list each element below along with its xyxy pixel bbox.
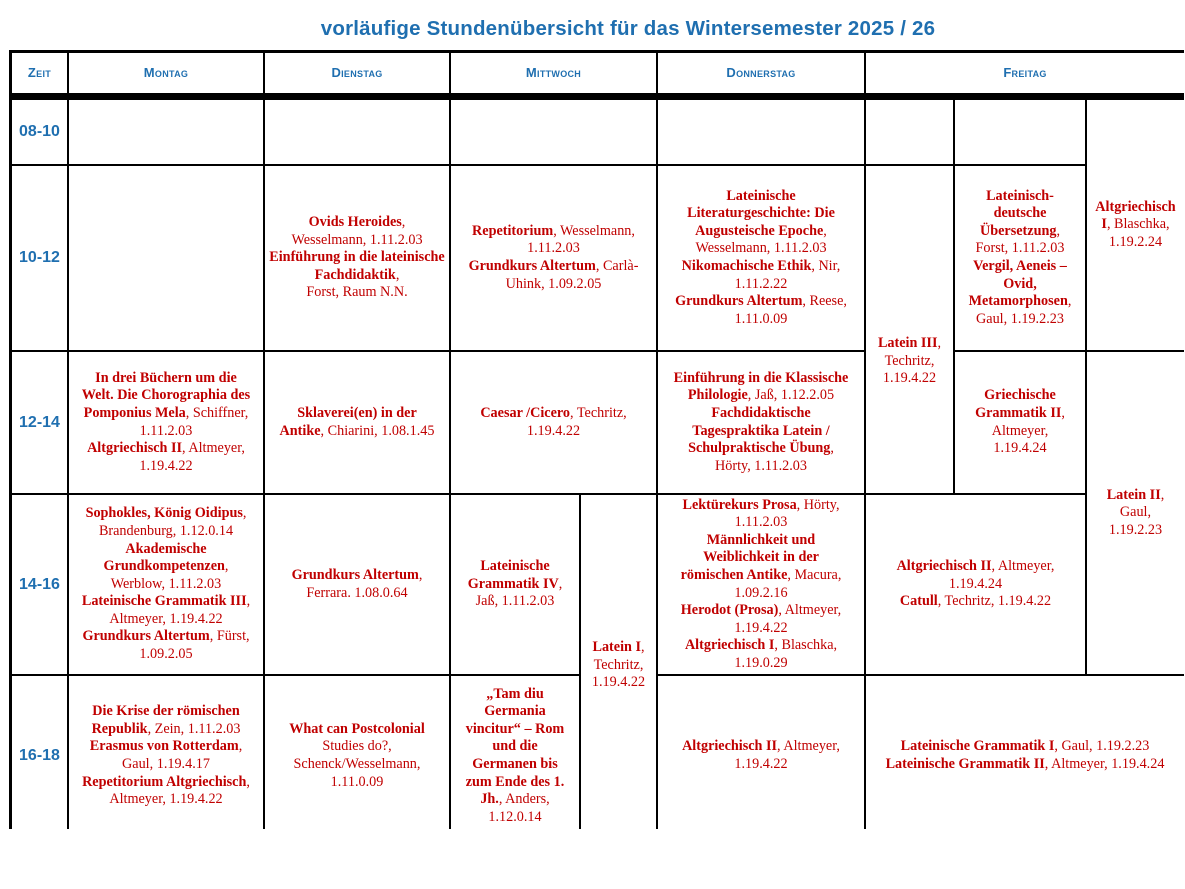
course-line: [661, 223, 861, 241]
course-title: In drei Büchern um die: [95, 369, 237, 386]
empty-cell: [69, 166, 263, 350]
course-line: [958, 311, 1082, 329]
course-details: , Jaß, 1.12.2.05: [747, 387, 835, 404]
course-details: Gaul,: [1119, 504, 1152, 521]
course-details: , Wesselmann,: [553, 222, 635, 239]
course-details: Brandenburg, 1.12.0.14: [98, 522, 234, 539]
course-line: [869, 576, 1082, 594]
course-line: [661, 567, 861, 585]
course-line: [661, 188, 861, 206]
course-title: Übersetzung: [980, 222, 1057, 239]
course-title: „Tam diu: [486, 685, 544, 702]
course-details: 1.19.4.24: [948, 575, 1003, 592]
course-details: , Blaschka,: [1106, 216, 1170, 233]
course-title: Grammatik IV: [467, 575, 559, 592]
course-line: [958, 188, 1082, 206]
course-line: [661, 311, 861, 329]
course-line: [661, 387, 861, 405]
course-line: [661, 549, 861, 567]
empty-cell: [265, 100, 449, 164]
course-cell-di-1012: [265, 166, 449, 350]
course-line: [454, 593, 576, 611]
course-details: 1.11.0.09: [330, 773, 384, 790]
course-title: Weiblichkeit in der: [703, 549, 819, 566]
course-cell-do-1214: [658, 352, 864, 493]
course-line: [661, 205, 861, 223]
course-details: 1.19.4.22: [734, 619, 788, 636]
course-details: , Techritz,: [570, 404, 627, 421]
course-title: Nikomachische Ethik: [681, 258, 812, 274]
course-details: Studies do?,: [322, 738, 392, 755]
course-title: Altgriechisch I: [684, 637, 775, 654]
course-title: Einführung in die Klassische: [673, 369, 849, 386]
course-line: [958, 223, 1082, 241]
course-details: Altmeyer, 1.19.4.22: [109, 791, 223, 808]
header-freitag: Freitag: [866, 53, 1184, 93]
course-title: Vergil, Aeneis –: [973, 258, 1067, 274]
course-line: [268, 756, 446, 774]
course-line: [454, 686, 576, 704]
course-line: [72, 576, 260, 594]
course-details: , Zein, 1.11.2.03: [147, 720, 241, 737]
course-details: 1.19.2.24: [1108, 233, 1163, 250]
course-details: 1.19.4.24: [993, 440, 1047, 457]
course-title: Ovids Heroides: [308, 214, 402, 231]
course-line: [454, 223, 653, 241]
course-details: Ferrara. 1.08.0.64: [306, 584, 408, 601]
course-title: römischen Antike: [680, 566, 788, 583]
course-details: 1.11.2.22: [734, 275, 788, 292]
course-details: 1.19.4.22: [139, 457, 193, 474]
course-details: Wesselmann, 1.11.2.03: [695, 240, 827, 257]
course-line: [72, 611, 260, 629]
course-cell-fr-1214: [955, 352, 1085, 493]
course-title: Tagespraktika Latein /: [692, 422, 830, 439]
course-line: [869, 370, 950, 388]
course-details: 1.19.0.29: [734, 654, 788, 671]
course-line: [268, 214, 446, 232]
course-details: ,: [395, 266, 400, 283]
course-details: Uhink, 1.09.2.05: [505, 275, 602, 292]
course-cell-mi-latein1: [581, 495, 656, 836]
course-details: Techritz,: [593, 656, 644, 673]
course-line: [268, 738, 446, 756]
course-title: Fachdidaktische: [711, 404, 811, 421]
course-title: Ovid,: [1003, 275, 1037, 292]
course-details: ,: [558, 575, 563, 592]
course-details: 1.09.2.05: [139, 646, 193, 663]
course-details: , Blaschka,: [774, 637, 838, 654]
course-line: [661, 585, 861, 603]
course-line: [958, 293, 1082, 311]
course-line: [454, 809, 576, 827]
course-line: [72, 423, 260, 441]
course-line: [72, 593, 260, 611]
course-title: Die Krise der römischen: [92, 703, 240, 720]
header-montag: Montag: [69, 53, 263, 93]
course-line: [958, 240, 1082, 258]
course-line: [1090, 216, 1181, 234]
course-details: , Carlà-: [595, 258, 639, 274]
course-line: [661, 293, 861, 311]
course-details: Altmeyer,: [991, 422, 1049, 439]
course-cell-mo-1214: [69, 352, 263, 493]
course-details: , Altmeyer,: [778, 602, 842, 619]
course-details: ,: [242, 505, 247, 522]
course-line: [661, 405, 861, 423]
course-title: Antike: [279, 422, 321, 439]
empty-cell: [69, 100, 263, 164]
time-slot: 08-10: [12, 100, 67, 164]
course-details: 1.09.2.16: [734, 584, 788, 601]
course-line: [454, 405, 653, 423]
course-title: Erasmus von Rotterdam: [89, 738, 239, 755]
course-title: Germanen bis: [472, 756, 558, 772]
course-title: Republik: [91, 720, 148, 737]
course-details: ,: [1160, 486, 1165, 503]
course-cell-fr-altgriechisch1: [1087, 100, 1184, 350]
course-title: Latein I: [592, 639, 641, 656]
course-details: , Gaul, 1.19.2.23: [1054, 738, 1150, 755]
course-line: [268, 567, 446, 585]
course-line: [268, 423, 446, 441]
course-details: ,: [823, 222, 827, 239]
course-line: [454, 258, 653, 276]
course-title: Germania: [484, 703, 546, 720]
empty-cell: [866, 100, 953, 164]
header-dienstag: Dienstag: [265, 53, 449, 93]
course-details: ,: [937, 335, 942, 352]
course-cell-mi-1416: [451, 495, 579, 674]
course-title: vincitur“ – Rom: [465, 720, 565, 737]
course-line: [958, 276, 1082, 294]
course-line: [72, 774, 260, 792]
course-title: Lateinische: [726, 187, 796, 204]
course-line: [661, 655, 861, 673]
course-details: , Altmeyer, 1.19.4.24: [1044, 756, 1165, 772]
empty-cell: [658, 100, 864, 164]
course-line: [72, 370, 260, 388]
course-cell-do-1618: [658, 676, 864, 836]
course-details: , Fürst,: [209, 628, 250, 645]
course-line: [1090, 522, 1181, 540]
course-title: Repetitorium: [472, 222, 554, 239]
course-line: [661, 738, 861, 756]
course-cell-di-1618: [265, 676, 449, 836]
course-details: 1.11.2.03: [527, 240, 580, 257]
course-line: [958, 423, 1082, 441]
course-line: [72, 756, 260, 774]
course-title: Lateinische Grammatik III: [81, 593, 247, 610]
course-details: , Chiarini, 1.08.1.45: [320, 422, 435, 439]
course-details: ,: [246, 593, 251, 610]
course-title: Augusteische Epoche: [695, 222, 824, 239]
course-details: , Schiffner,: [185, 404, 249, 421]
course-line: [72, 440, 260, 458]
course-details: 1.11.2.03: [734, 514, 788, 531]
course-cell-fr-1416: [866, 495, 1085, 674]
course-line: [661, 440, 861, 458]
empty-cell: [955, 100, 1085, 164]
course-details: 1.19.4.22: [591, 674, 646, 691]
course-details: ,: [238, 738, 243, 755]
course-title: und die: [492, 738, 538, 755]
course-line: [661, 637, 861, 655]
course-line: [72, 505, 260, 523]
course-title: Grundkurs Altertum: [675, 293, 803, 310]
course-details: 1.19.4.22: [526, 422, 581, 439]
course-details: Hörty, 1.11.2.03: [715, 457, 807, 474]
course-line: [661, 756, 861, 774]
course-line: [661, 458, 861, 476]
course-line: [454, 703, 576, 721]
course-details: , Reese,: [802, 293, 847, 310]
course-cell-do-1012: [658, 166, 864, 350]
course-line: [958, 405, 1082, 423]
course-title: Latein III: [877, 335, 938, 352]
course-line: [72, 791, 260, 809]
course-line: [268, 585, 446, 603]
course-line: [268, 405, 446, 423]
course-title: Metamorphosen: [968, 293, 1068, 310]
course-line: [72, 458, 260, 476]
course-details: 1.11.0.09: [734, 310, 788, 327]
course-title: Schulpraktische Übung: [688, 440, 831, 457]
course-line: [72, 738, 260, 756]
header-zeit: Zeit: [12, 53, 67, 93]
schedule-table: [9, 50, 1184, 829]
course-title: Griechische: [984, 387, 1056, 404]
course-title: Pomponius Mela: [83, 404, 186, 421]
course-line: [869, 756, 1181, 774]
course-line: [869, 558, 1082, 576]
course-title: Lateinisch-: [986, 187, 1054, 204]
course-line: [958, 387, 1082, 405]
course-title: Lateinische Grammatik II: [885, 756, 1045, 772]
course-line: [268, 721, 446, 739]
course-cell-mo-1618: [69, 676, 263, 836]
course-line: [958, 205, 1082, 223]
course-cell-fr-1618: [866, 676, 1184, 836]
course-line: [1090, 504, 1181, 522]
course-title: Altgriechisch: [1095, 198, 1176, 215]
course-title: Caesar /Cicero: [480, 404, 571, 421]
course-details: 1.19.2.23: [1108, 521, 1163, 538]
course-title: Grundkurs Altertum: [468, 258, 596, 274]
course-line: [661, 276, 861, 294]
course-line: [454, 756, 576, 774]
course-title: zum Ende des 1.: [465, 773, 565, 790]
course-line: [454, 276, 653, 294]
course-line: [869, 593, 1082, 611]
course-line: [661, 258, 861, 276]
course-line: [584, 657, 653, 675]
course-line: [869, 738, 1181, 756]
course-details: ,: [1067, 293, 1072, 310]
course-cell-fr-latein2: [1087, 352, 1184, 674]
course-details: 1.11.2.03: [139, 422, 193, 439]
course-line: [72, 703, 260, 721]
course-details: 1.19.4.22: [882, 370, 937, 387]
course-title: Catull: [899, 593, 938, 610]
course-title: Altgriechisch II: [87, 440, 183, 457]
course-title: Altgriechisch II: [682, 738, 778, 755]
course-details: ,: [640, 639, 645, 656]
course-title: Sklaverei(en) in der: [297, 404, 417, 421]
course-details: Wesselmann, 1.11.2.03: [291, 231, 423, 248]
course-line: [661, 423, 861, 441]
course-line: [869, 353, 950, 371]
course-details: 1.12.0.14: [488, 808, 542, 825]
course-title: Einführung in die lateinische Fachdidaktik: [269, 249, 445, 283]
course-details: ,: [418, 566, 423, 583]
course-line: [454, 791, 576, 809]
course-line: [584, 639, 653, 657]
course-line: [454, 774, 576, 792]
course-line: [454, 240, 653, 258]
time-slot: 16-18: [12, 676, 67, 836]
course-line: [661, 532, 861, 550]
course-title: Grundkompetenzen: [103, 558, 225, 575]
course-title: Lateinische: [480, 558, 550, 575]
course-details: ,: [246, 773, 250, 790]
course-line: [661, 514, 861, 532]
course-cell-fr-latein3: [866, 166, 953, 493]
course-line: [1090, 199, 1181, 217]
course-line: [72, 541, 260, 559]
course-line: [661, 602, 861, 620]
course-details: , Techritz, 1.19.4.22: [937, 593, 1052, 610]
course-details: , Altmeyer,: [182, 440, 245, 457]
course-line: [72, 405, 260, 423]
course-line: [72, 387, 260, 405]
course-title: What can Postcolonial: [289, 720, 425, 737]
course-title: Repetitorium Altgriechisch: [82, 773, 247, 790]
course-details: 1.19.4.22: [734, 756, 788, 772]
header-donnerstag: Donnerstag: [658, 53, 864, 93]
course-line: [958, 440, 1082, 458]
course-details: Jaß, 1.11.2.03: [475, 593, 555, 610]
course-line: [454, 721, 576, 739]
course-line: [661, 497, 861, 515]
course-cell-mi-1618: [451, 676, 579, 836]
time-slot: 10-12: [12, 166, 67, 350]
empty-cell: [451, 100, 656, 164]
course-title: Männlichkeit und: [706, 531, 816, 548]
course-cell-di-1416: [265, 495, 449, 674]
time-slot: 12-14: [12, 352, 67, 493]
course-line: [454, 576, 576, 594]
course-title: Grundkurs Altertum: [82, 628, 210, 645]
course-title: I: [1101, 216, 1107, 233]
course-line: [72, 721, 260, 739]
course-cell-mo-1416: [69, 495, 263, 674]
course-details: Werblow, 1.11.2.03: [110, 575, 222, 592]
course-details: , Nir,: [811, 258, 841, 274]
course-details: Forst, 1.11.2.03: [975, 240, 1065, 257]
course-title: Herodot (Prosa): [680, 602, 779, 619]
course-title: Akademische: [125, 540, 207, 557]
course-line: [1090, 487, 1181, 505]
course-title: Grammatik II: [975, 404, 1062, 421]
course-line: [454, 738, 576, 756]
time-slot: 14-16: [12, 495, 67, 674]
course-details: , Altmeyer,: [991, 558, 1055, 575]
course-title: Altgriechisch II: [896, 558, 992, 575]
course-cell-fr-1012: [955, 166, 1085, 350]
course-line: [72, 628, 260, 646]
course-details: , Hörty,: [796, 496, 840, 513]
course-details: ,: [224, 558, 229, 575]
course-line: [268, 232, 446, 250]
course-title: Welt. Die Chorographia des: [81, 387, 251, 404]
course-title: Sophokles, König Oidipus: [85, 505, 243, 522]
course-line: [268, 774, 446, 792]
course-title: Lateinische Grammatik I: [900, 738, 1055, 755]
header-mittwoch: Mittwoch: [451, 53, 656, 93]
course-line: [454, 558, 576, 576]
course-title: Lektürekurs Prosa: [682, 496, 797, 513]
course-line: [268, 249, 446, 284]
course-details: Techritz,: [884, 352, 935, 369]
course-title: deutsche: [993, 205, 1047, 222]
course-details: , Macura,: [787, 566, 842, 583]
course-line: [72, 523, 260, 541]
course-details: ,: [1061, 404, 1065, 421]
course-details: , Altmeyer,: [777, 738, 840, 755]
course-details: Altmeyer, 1.19.4.22: [109, 610, 223, 627]
course-details: ,: [830, 440, 834, 457]
course-line: [454, 423, 653, 441]
course-details: ,: [401, 214, 406, 231]
page-title: vorläufige Stundenübersicht für das Wintersemester 2025 / 26: [320, 17, 936, 40]
course-title: Jh.: [480, 791, 499, 808]
course-details: Gaul, 1.19.4.17: [122, 756, 210, 772]
course-line: [72, 558, 260, 576]
course-title: Grundkurs Altertum: [291, 566, 419, 583]
course-line: [661, 240, 861, 258]
course-cell-mi-1012: [451, 166, 656, 350]
course-details: Schenck/Wesselmann,: [293, 756, 421, 772]
course-line: [72, 646, 260, 664]
course-details: ,: [1056, 222, 1060, 239]
course-cell-di-1214: [265, 352, 449, 493]
course-line: [958, 258, 1082, 276]
course-line: [268, 284, 446, 302]
course-cell-do-1416: [658, 495, 864, 674]
course-line: [584, 674, 653, 692]
course-title: Latein II: [1106, 486, 1161, 503]
course-cell-mi-1214: [451, 352, 656, 493]
course-title: Philologie: [687, 387, 748, 404]
course-title: Literaturgeschichte: Die: [687, 205, 835, 222]
course-details: Gaul, 1.19.2.23: [976, 310, 1064, 327]
course-line: [661, 620, 861, 638]
course-line: [869, 335, 950, 353]
course-details: , Anders,: [498, 791, 550, 808]
header-divider: [12, 95, 1184, 98]
course-line: [661, 370, 861, 388]
course-line: [1090, 234, 1181, 252]
course-details: Forst, Raum N.N.: [306, 284, 408, 301]
